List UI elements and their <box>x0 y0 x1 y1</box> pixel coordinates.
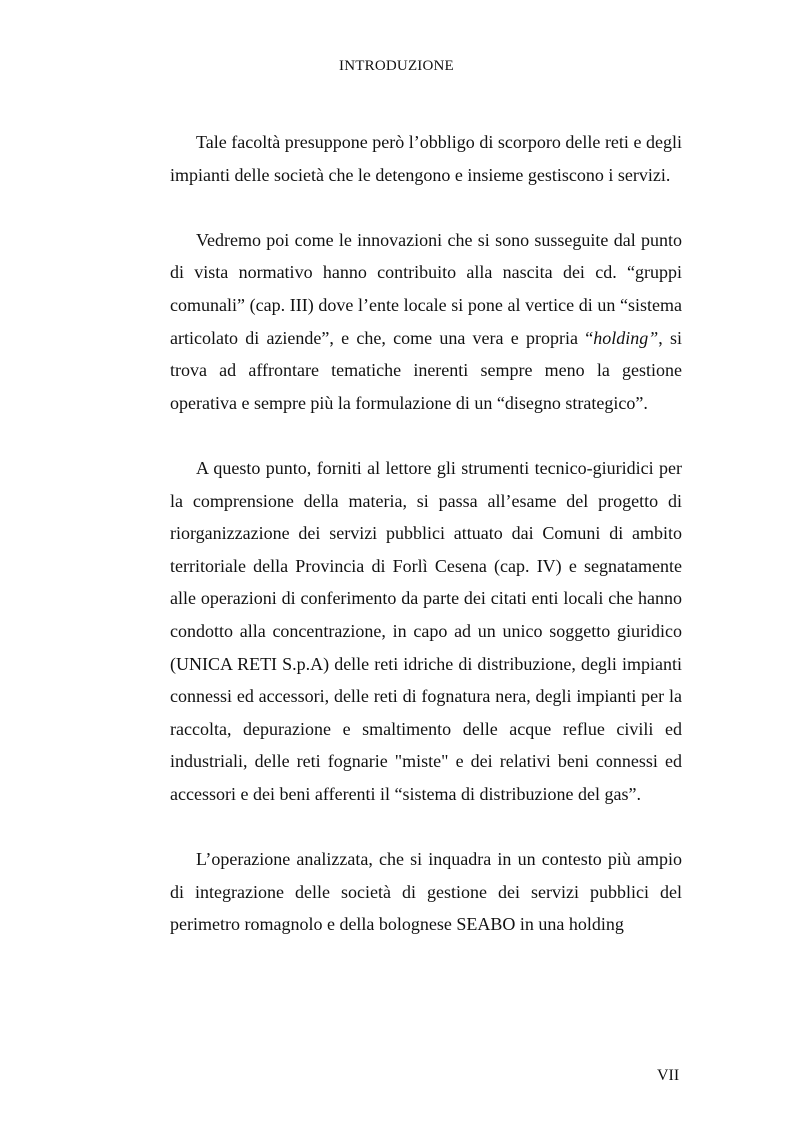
paragraph-3: A questo punto, forniti al lettore gli strumenti tecnico-giuridici per la comprensione della materia, si passa all’esame del progetto di riorganizzazione dei servizi pubblici attuato dai Comuni di ambito territoriale della Provincia di Forlì Cesena (cap. IV) e segnatamente alle operazioni di conferimento da parte dei citati enti locali che hanno condotto alla concentrazione, in capo ad un unico soggetto giuridico (UNICA RETI S.p.A) delle reti idriche di distribuzione, degli impianti connessi ed accessori, delle reti di fognatura nera, degli impianti per la raccolta, depurazione e smaltimento delle acque reflue civili ed industriali, delle reti fognarie "miste" e dei relativi beni connessi ed accessori e dei beni afferenti il “sistema di distribuzione del gas”. <box>170 457 682 804</box>
paragraph-2-part-b: , si trova ad affrontare tematiche inerenti sempre meno la gestione operativa e sempre più la formulazione di un “disegno strategico”. <box>170 327 683 413</box>
paragraph-1: Tale facoltà presuppone però l’obbligo di scorporo delle reti e degli impianti delle società che le detengono e insieme gestiscono i servizi. <box>170 132 682 185</box>
page-number: VII <box>657 1067 680 1084</box>
body-text <box>170 126 682 973</box>
paragraph-2-part-a: Vedremo poi come le innovazioni che si sono susseguite dal punto di vista normativo hanno contribuito alla nascita dei cd. “gruppi comunali” (cap. III) dove l’ente locale si pone al vertice di un “sistema articolato di aziende”, e che, come una vera e propria “ <box>170 229 682 348</box>
page-header: INTRODUZIONE <box>339 58 454 74</box>
paragraph-2 <box>170 224 682 420</box>
paragraph-2-emphasis: holding” <box>593 327 659 348</box>
paragraph-4: L’operazione analizzata, che si inquadra in un contesto più ampio di integrazione delle società di gestione dei servizi pubblici del perimetro romagnolo e della bolognese SEABO in una holding <box>170 849 682 935</box>
